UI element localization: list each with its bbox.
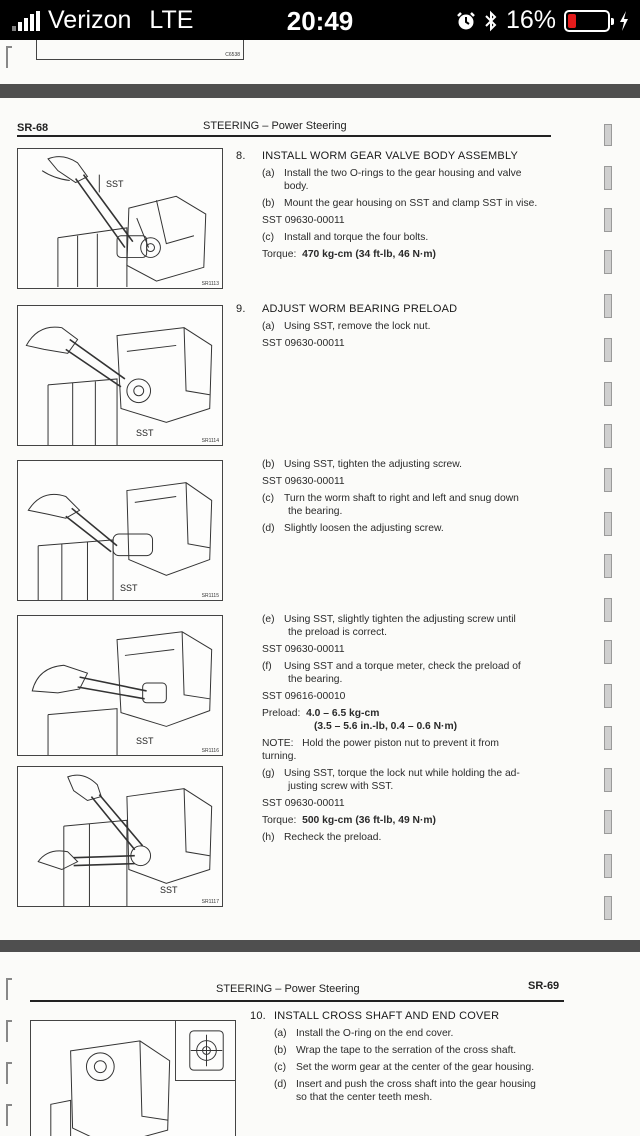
substep-key: (d) [274, 1079, 287, 1090]
substep [262, 660, 562, 673]
battery-percent: 16% [505, 6, 556, 34]
note-text: turning. [262, 751, 297, 762]
inset-illustration [176, 1021, 236, 1080]
substep-text: so that the center teeth mesh. [296, 1092, 433, 1103]
substep-key: (e) [262, 614, 275, 625]
figure-cross-shaft [30, 1020, 236, 1136]
substep-text: Using SST, slightly tighten the adjusting screw until [284, 614, 516, 625]
sst-label: SST [160, 885, 178, 895]
sst-label: SST [106, 179, 124, 189]
substep-text: Using SST and a torque meter, check the preload of [284, 661, 521, 672]
substep-key: (d) [262, 523, 275, 534]
sst-number: SST 09630-00011 [262, 338, 345, 349]
page-edge-mark [604, 294, 612, 318]
substep-text: Install the O-ring on the end cover. [296, 1028, 454, 1039]
figure-illustration [18, 461, 222, 600]
substep [262, 831, 562, 844]
substep-text: the preload is correct. [288, 627, 388, 638]
substep [262, 167, 562, 180]
substep-text: Using SST, remove the lock nut. [284, 321, 431, 332]
header-rule [30, 1000, 564, 1002]
figure-illustration [18, 149, 222, 288]
page-edge-mark [604, 896, 612, 920]
figure-illustration [18, 306, 222, 445]
substep [262, 458, 562, 471]
page-number: SR-69 [528, 980, 560, 992]
figure-sr1115 [17, 460, 223, 601]
sst-label: SST [136, 428, 154, 438]
substep-key: (b) [262, 459, 275, 470]
page-edge-mark [604, 512, 612, 536]
figure-sr1113 [17, 148, 223, 289]
substep-key: (c) [262, 493, 275, 504]
header-rule [17, 135, 551, 137]
figure-code: C6538 [225, 52, 240, 58]
substep-text: Recheck the preload. [284, 832, 382, 843]
substep-key: (b) [274, 1045, 287, 1056]
substep-text: the bearing. [288, 674, 343, 685]
sst-number: SST 09630-00011 [262, 798, 345, 809]
substep [274, 1061, 574, 1074]
page-edge-mark [604, 810, 612, 834]
figure-sr1116 [17, 615, 223, 756]
step-number: 8. [236, 150, 246, 162]
status-bar [0, 0, 640, 40]
note-label: NOTE: [262, 738, 294, 749]
figure-code: SR1115 [201, 593, 219, 599]
page-edge-mark [604, 424, 612, 448]
page-header: STEERING – Power Steering [216, 983, 360, 995]
page-edge-mark [604, 768, 612, 792]
substep-text: Turn the worm shaft to right and left and snug down [284, 493, 519, 504]
figure-sr1114 [17, 305, 223, 446]
network-type: LTE [149, 6, 194, 34]
sst-number: SST 09630-00011 [262, 476, 345, 487]
substep-key: (c) [262, 232, 275, 243]
substep [262, 231, 562, 244]
substep-text: Slightly loosen the adjusting screw. [284, 523, 444, 534]
sst-label: SST [136, 736, 154, 746]
substep-key: (c) [274, 1062, 287, 1073]
figure-illustration [18, 616, 222, 755]
substep-text: Install the two O-rings to the gear housing and valve [284, 168, 522, 179]
step-title: ADJUST WORM BEARING PRELOAD [262, 303, 458, 315]
page-header: STEERING – Power Steering [203, 120, 347, 132]
preload-spec [262, 707, 562, 720]
substep [274, 1044, 574, 1057]
page-edge-mark [6, 1104, 12, 1126]
substep-key: (a) [262, 168, 275, 179]
page-edge-mark [604, 166, 612, 190]
page-edge-mark [604, 468, 612, 492]
substep-text: Using SST, tighten the adjusting screw. [284, 459, 463, 470]
torque-value: 470 kg-cm (34 ft-lb, 46 N·m) [302, 249, 436, 260]
substep-key: (a) [262, 321, 275, 332]
torque-label: Torque: [262, 249, 297, 260]
step-title: INSTALL WORM GEAR VALVE BODY ASSEMBLY [262, 150, 518, 162]
page-edge-mark [604, 338, 612, 362]
substep [262, 767, 562, 780]
substep-text: Set the worm gear at the center of the gear housing. [296, 1062, 535, 1073]
preload-label: Preload: [262, 708, 301, 719]
page-edge-mark [604, 598, 612, 622]
substep-text: Mount the gear housing on SST and clamp SST in vise. [284, 198, 538, 209]
page-edge-mark [604, 382, 612, 406]
figure-code: SR1113 [201, 281, 219, 287]
inset-detail [175, 1021, 236, 1081]
previous-page-fragment [0, 40, 640, 84]
step-number: 9. [236, 303, 246, 315]
page-edge-mark [604, 684, 612, 708]
figure-illustration [18, 767, 222, 906]
substep [262, 320, 562, 333]
figure-code: SR1117 [201, 899, 219, 905]
torque-value: 500 kg-cm (36 ft-lb, 49 N·m) [302, 815, 436, 826]
note-text: Hold the power piston nut to prevent it from [302, 738, 499, 749]
sst-number: SST 09630-00011 [262, 644, 345, 655]
substep-text: the bearing. [288, 506, 343, 517]
page-edge-mark [604, 854, 612, 878]
substep [274, 1027, 574, 1040]
figure-frame [36, 40, 244, 60]
substep-key: (h) [262, 832, 275, 843]
charging-bolt-icon [618, 10, 630, 32]
clock: 20:49 [286, 6, 354, 36]
page-edge-mark [604, 208, 612, 232]
substep-key: (f) [262, 661, 272, 672]
step-9-part-3 [262, 613, 562, 844]
page-edge-mark [604, 726, 612, 750]
torque-label: Torque: [262, 815, 297, 826]
step-10-body [274, 1027, 574, 1104]
substep [262, 522, 562, 535]
step-9-part-2 [262, 458, 562, 535]
substep-key: (b) [262, 198, 275, 209]
figure-sr1117 [17, 766, 223, 907]
page-edge-mark [604, 124, 612, 146]
substep-key: (a) [274, 1028, 287, 1039]
note [262, 737, 562, 750]
substep-text: Wrap the tape to the serration of the cross shaft. [296, 1045, 517, 1056]
step-number: 10. [250, 1010, 266, 1022]
sst-number: SST 09630-00011 [262, 215, 345, 226]
manual-page-sr69 [0, 952, 640, 1136]
page-edge-mark [6, 1062, 12, 1084]
figure-code: SR1116 [201, 748, 219, 754]
sst-number: SST 09616-00010 [262, 691, 346, 702]
torque-spec [262, 248, 562, 261]
torque-spec [262, 814, 562, 827]
page-edge-mark [6, 46, 12, 68]
substep-text: Using SST, torque the lock nut while holding the ad- [284, 768, 520, 779]
substep [274, 1078, 574, 1091]
page-edge-mark [6, 1020, 12, 1042]
substep [262, 613, 562, 626]
substep-text: Install and torque the four bolts. [284, 232, 429, 243]
substep-key: (g) [262, 768, 275, 779]
step-9-part-1 [262, 320, 562, 350]
substep-text: body. [284, 181, 309, 192]
substep-text: Insert and push the cross shaft into the gear housing [296, 1079, 536, 1090]
page-edge-mark [604, 250, 612, 274]
carrier-name: Verizon [48, 6, 132, 34]
substep [262, 197, 562, 210]
manual-page-sr68 [0, 98, 640, 940]
battery-icon [564, 10, 610, 32]
preload-value: 4.0 – 6.5 kg-cm [306, 708, 380, 719]
substep-text: justing screw with SST. [288, 781, 394, 792]
page-edge-mark [604, 640, 612, 664]
substep [262, 492, 562, 505]
alarm-clock-icon [456, 11, 476, 31]
page-edge-mark [6, 978, 12, 1000]
figure-code: SR1114 [201, 438, 219, 444]
status-right [456, 6, 630, 35]
page-edge-mark [604, 554, 612, 578]
preload-value: (3.5 – 5.6 in.-lb, 0.4 – 0.6 N·m) [314, 721, 458, 732]
sst-label: SST [120, 583, 138, 593]
bluetooth-icon [484, 10, 498, 32]
page-number: SR-68 [17, 122, 49, 134]
step-title: INSTALL CROSS SHAFT AND END COVER [274, 1010, 500, 1022]
step-8-body [262, 167, 562, 261]
